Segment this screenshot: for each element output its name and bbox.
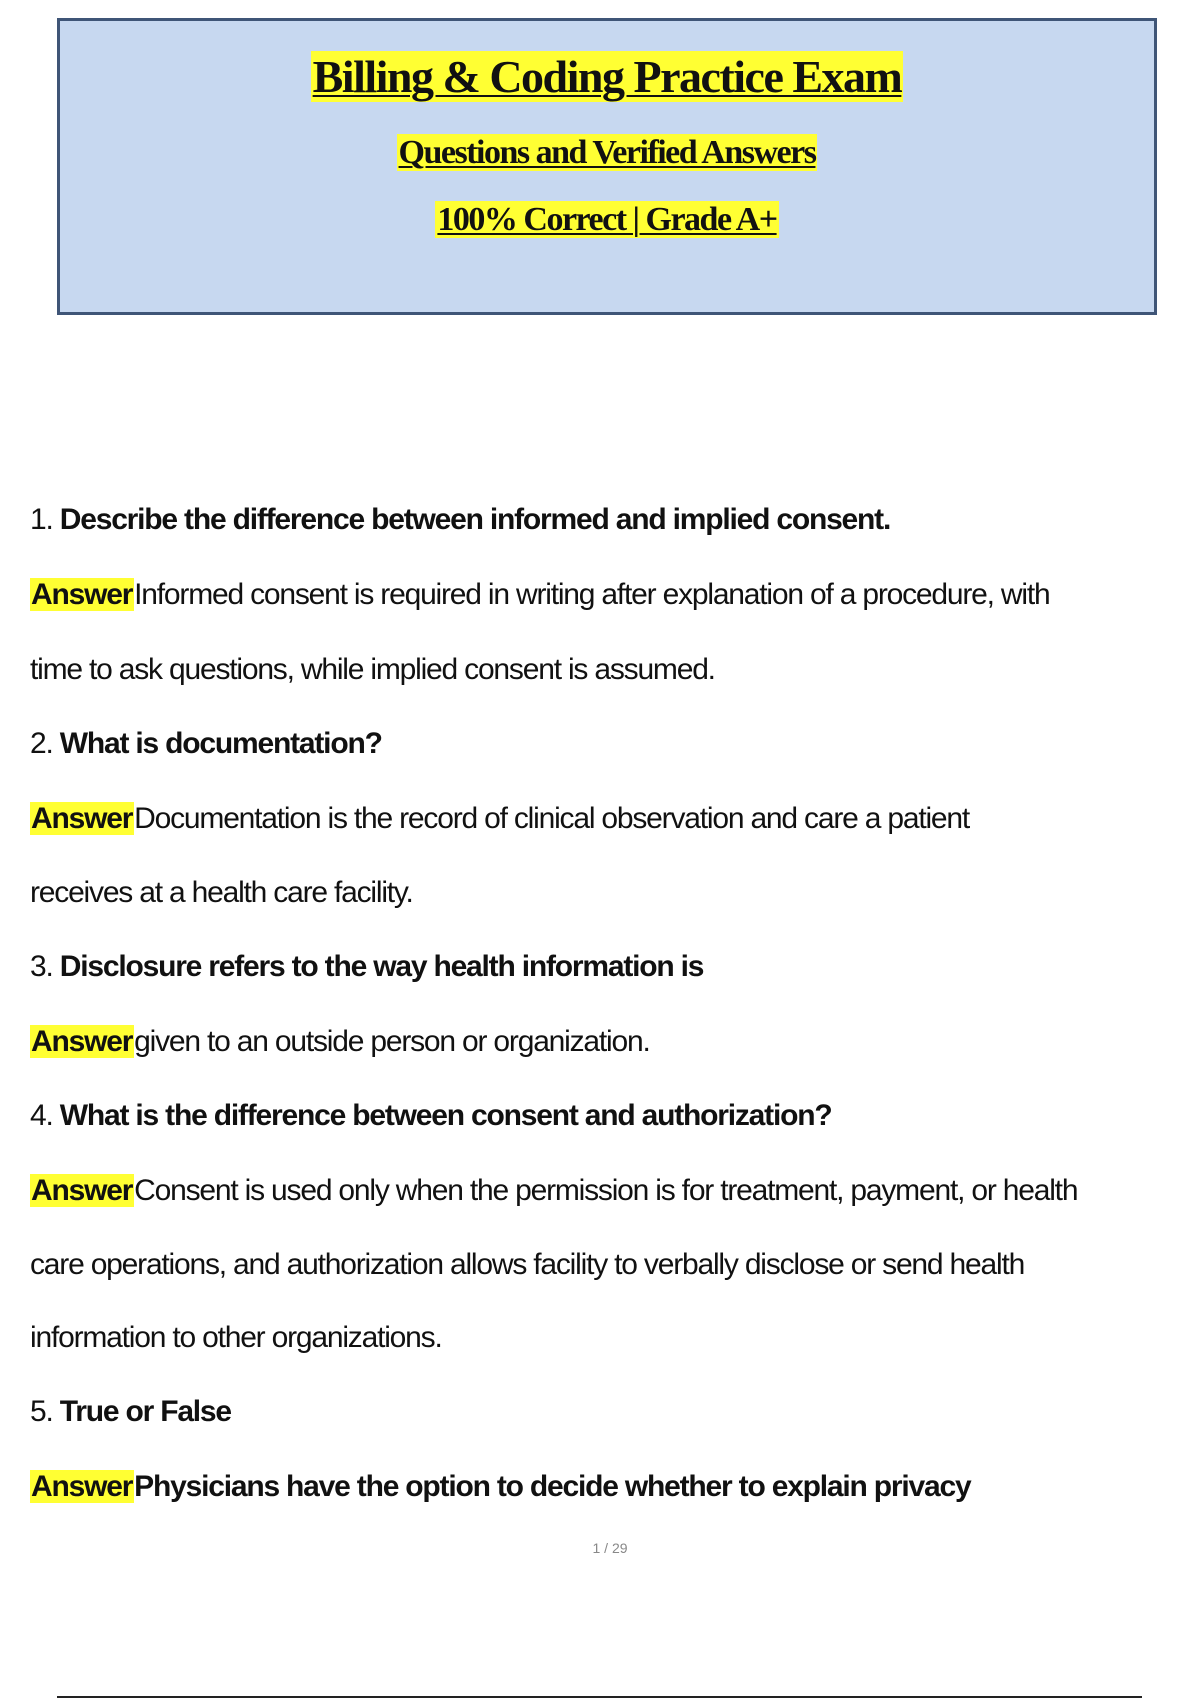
grade-line	[60, 198, 1154, 242]
answer-text: time to ask questions, while implied consent is assumed.	[30, 653, 715, 686]
question-text: Disclosure refers to the way health information is	[59, 950, 704, 983]
answer-4-line-2	[30, 1245, 1024, 1285]
grade-badge: 100% Correct | Grade A+	[437, 201, 777, 238]
question-number: 5.	[30, 1395, 53, 1428]
answer-text: care operations, and authorization allows facility to verbally disclose or send health	[30, 1248, 1025, 1281]
answer-text: given to an outside person or organization.	[134, 1025, 650, 1058]
answer-1-line-1	[30, 575, 1049, 615]
question-number: 1.	[30, 503, 53, 536]
question-5	[30, 1392, 231, 1432]
title-line	[60, 49, 1154, 105]
question-text: True or False	[59, 1395, 231, 1428]
answer-4-line-3	[30, 1318, 442, 1358]
answer-5-line-1	[30, 1467, 970, 1507]
question-number: 3.	[30, 950, 53, 983]
question-4	[30, 1096, 831, 1136]
question-1	[30, 500, 890, 540]
document-title: Billing & Coding Practice Exam	[312, 51, 902, 102]
page-number: 1 / 29	[592, 1540, 628, 1556]
answer-3-line-1	[30, 1022, 650, 1062]
footer-divider	[57, 1696, 1142, 1698]
question-3	[30, 947, 703, 987]
answer-text: Documentation is the record of clinical observation and care a patient	[134, 802, 970, 835]
answer-label: Answer	[31, 1025, 133, 1058]
answer-2-line-1	[30, 799, 969, 839]
answer-label: Answer	[31, 802, 133, 835]
document-subtitle: Questions and Verified Answers	[398, 134, 816, 171]
subtitle-line	[60, 131, 1154, 175]
answer-text: Informed consent is required in writing after explanation of a procedure, with	[134, 578, 1050, 611]
answer-text: information to other organizations.	[30, 1321, 442, 1354]
question-number: 2.	[30, 727, 53, 760]
answer-label: Answer	[31, 1174, 133, 1207]
answer-2-line-2	[30, 873, 413, 913]
answer-label: Answer	[31, 578, 133, 611]
question-text: What is documentation?	[59, 727, 382, 760]
title-box	[57, 18, 1157, 315]
answer-4-line-1	[30, 1171, 1077, 1211]
question-text: Describe the difference between informed and implied consent.	[59, 503, 891, 536]
answer-1-line-2	[30, 650, 715, 690]
answer-label: Answer	[31, 1470, 133, 1503]
answer-text: receives at a health care facility.	[30, 876, 413, 909]
question-2	[30, 724, 382, 764]
answer-text: Physicians have the option to decide whether to explain privacy	[134, 1470, 971, 1503]
answer-text: Consent is used only when the permission is for treatment, payment, or health	[134, 1174, 1078, 1207]
question-text: What is the difference between consent and authorization?	[59, 1099, 832, 1132]
question-number: 4.	[30, 1099, 53, 1132]
